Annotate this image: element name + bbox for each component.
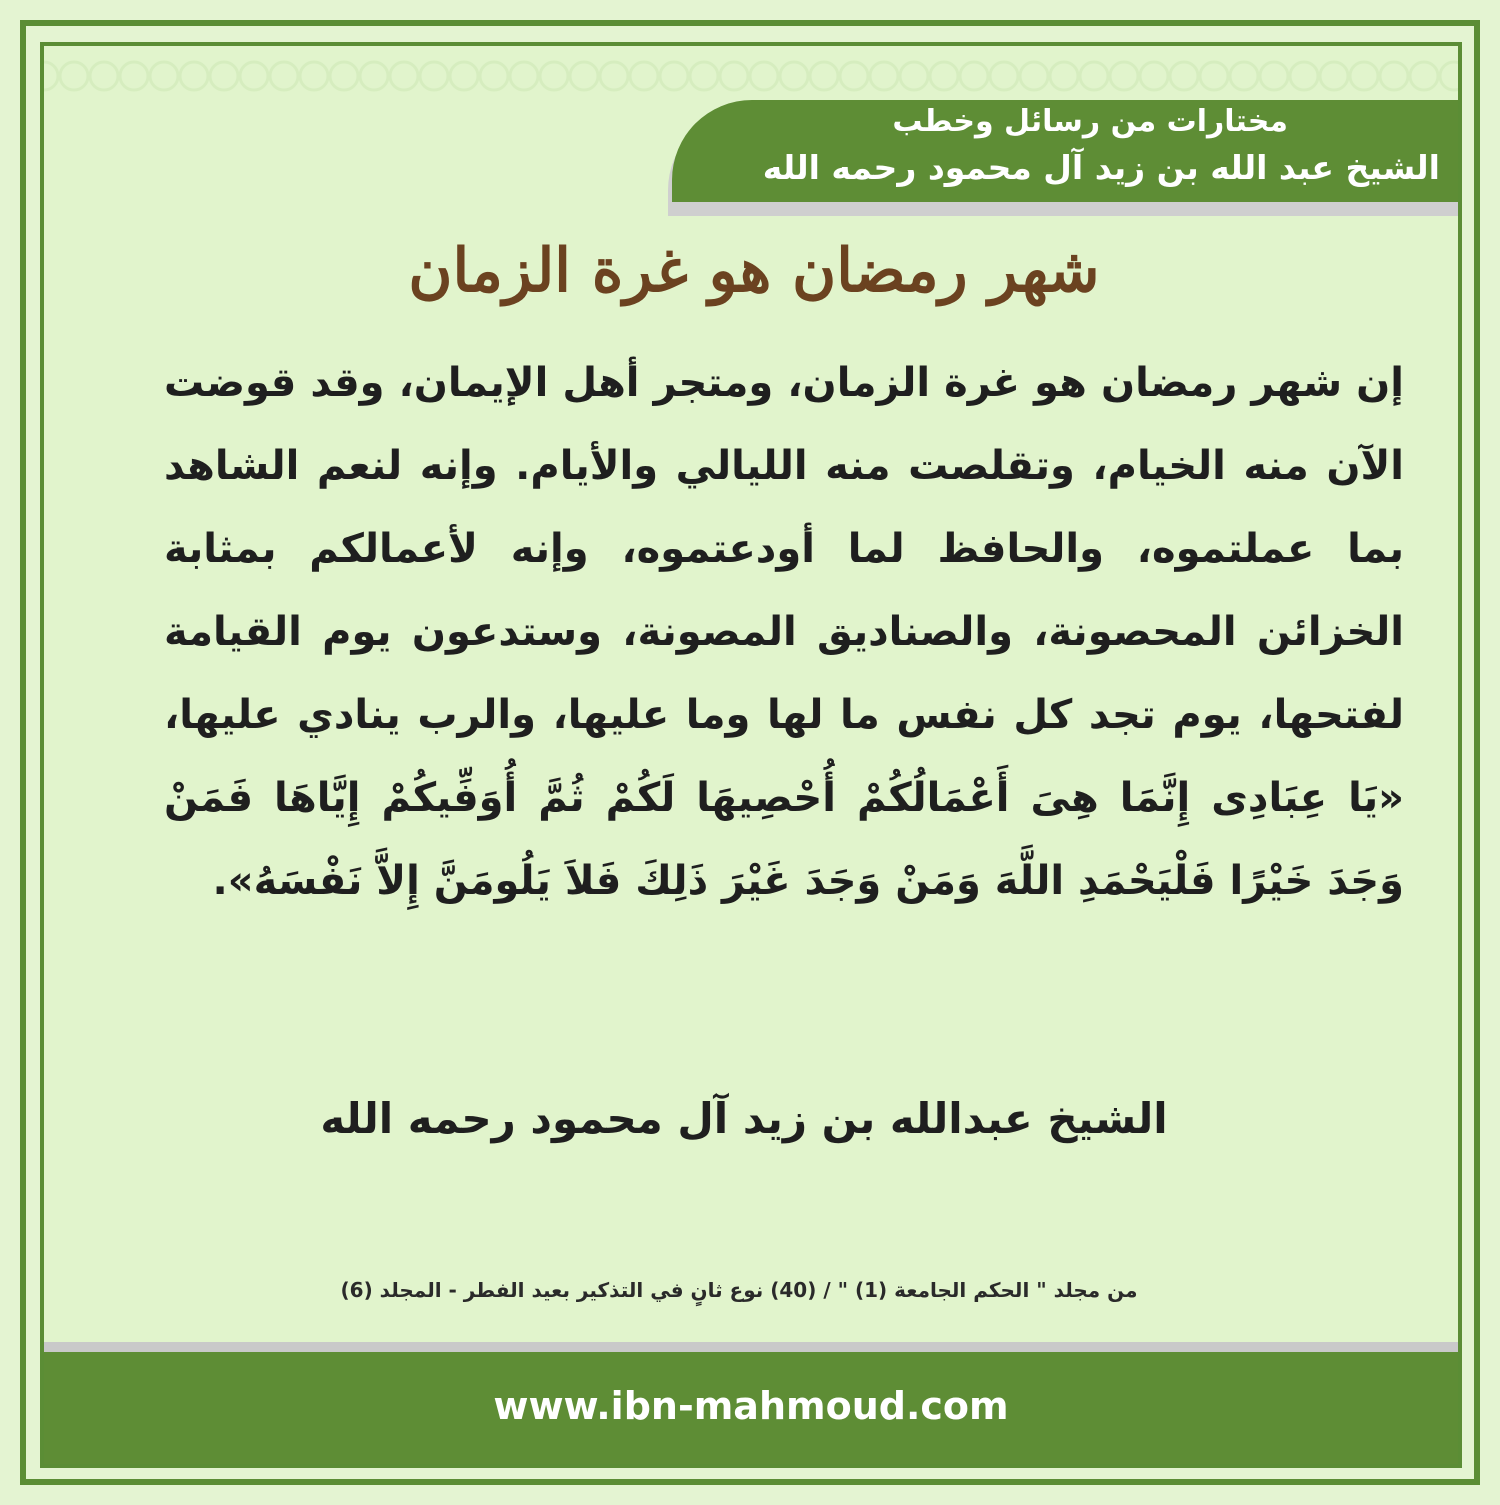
website-link[interactable]: www.ibn-mahmoud.com: [493, 1384, 1009, 1428]
author-name-header: الشيخ عبد الله بن زيد آل محمود رحمه الله: [762, 148, 1440, 187]
author-signature: الشيخ عبدالله بن زيد آل محمود رحمه الله: [320, 1094, 1168, 1143]
series-title: مختارات من رسائل وخطب: [892, 104, 1288, 139]
page-title: شهر رمضان هو غرة الزمان: [408, 236, 1100, 306]
decorative-pattern: [44, 46, 1458, 106]
source-citation: من مجلد " الحكم الجامعة (1) " / (40) نوع ثانٍ في التذكير بعيد الفطر - المجلد (6): [340, 1278, 1138, 1302]
card: [40, 42, 1462, 1468]
body-paragraph: إن شهر رمضان هو غرة الزمان، ومتجر أهل الإيمان، وقد قوضت الآن منه الخيام، وتقلصت منه الليالي والأيام. وإنه لنعم الشاهد بما عملتموه، والحافظ لما أودعتموه، وإنه لأعمالكم بمثابة الخزائن المحصونة، والصناديق المصونة، وستدعون يوم القيامة لفتحها، يوم تجد كل نفس ما لها وما عليها، والرب ينادي عليها، «يَا عِبَادِى إِنَّمَا هِىَ أَعْمَالُكُمْ أُحْصِيهَا لَكُمْ ثُمَّ أُوَفِّيكُمْ إِيَّاهَا فَمَنْ وَجَدَ خَيْرًا فَلْيَحْمَدِ اللَّهَ وَمَنْ وَجَدَ غَيْرَ ذَلِكَ فَلاَ يَلُومَنَّ إِلاَّ نَفْسَهُ».: [164, 360, 1404, 904]
footer-bar: [44, 1352, 1458, 1464]
